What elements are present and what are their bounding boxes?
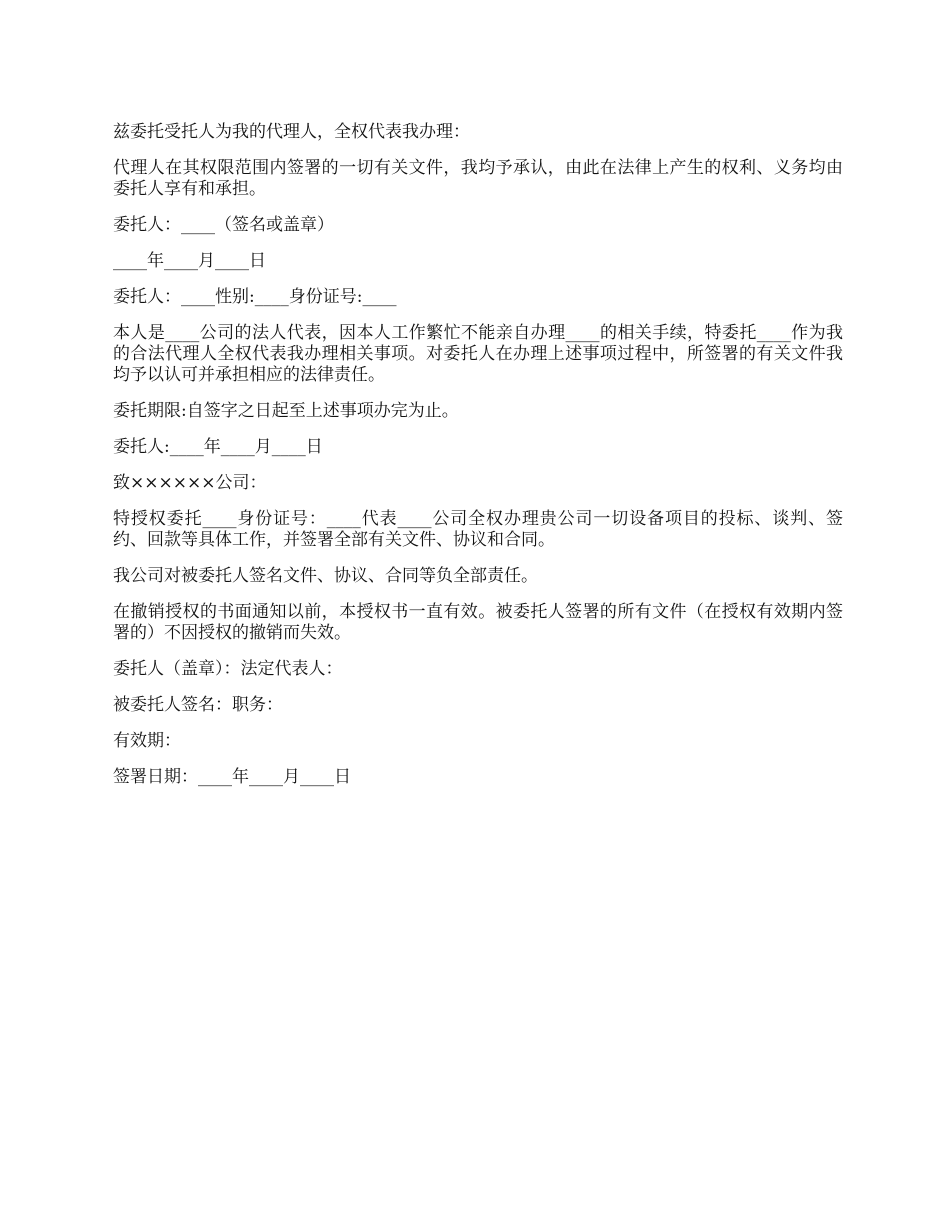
paragraph-entrust-period: 委托期限:自签字之日起至上述事项办完为止。	[113, 401, 459, 421]
paragraph-client-signature: 委托人：____（签名或盖章）	[113, 215, 334, 235]
paragraph-signing-date: 签署日期：____年____月____日	[113, 767, 351, 787]
paragraph-legal-representative: 本人是____公司的法人代表，因本人工作繁忙不能亲自办理____的相关手续，特委托____作为我的合法代理人全权代表我办理相关事项。对委托人在办理上述事项过程中，所签署的有关文件我均予以认可并承担相应的法律责任。	[113, 323, 843, 385]
paragraph-agent-signature: 被委托人签名：职务：	[113, 695, 283, 715]
paragraph-validity-notice: 在撤销授权的书面通知以前，本授权书一直有效。被委托人签署的所有文件（在授权有效期内签署的）不因授权的撤销而失效。	[113, 602, 843, 643]
paragraph-company-responsibility: 我公司对被委托人签名文件、协议、合同等负全部责任。	[113, 566, 538, 586]
document-body	[113, 122, 843, 803]
paragraph-date-1: ____年____月____日	[113, 251, 266, 271]
paragraph-client-date: 委托人:____年____月____日	[113, 437, 323, 457]
paragraph-client-seal: 委托人（盖章）：法定代表人：	[113, 659, 343, 679]
paragraph-validity-period: 有效期：	[113, 731, 181, 751]
paragraph-entrust-intro: 兹委托受托人为我的代理人，全权代表我办理：	[113, 122, 470, 142]
paragraph-addressee: 致××××××公司：	[113, 473, 267, 493]
paragraph-agent-authority: 代理人在其权限范围内签署的一切有关文件，我均予承认，由此在法律上产生的权利、义务均由委托人享有和承担。	[113, 158, 843, 199]
paragraph-special-authorization: 特授权委托____身份证号：____代表____公司全权办理贵公司一切设备项目的投标、谈判、签约、回款等具体工作，并签署全部有关文件、协议和合同。	[113, 509, 843, 550]
paragraph-client-info: 委托人：____性别:____身份证号:____	[113, 287, 397, 307]
